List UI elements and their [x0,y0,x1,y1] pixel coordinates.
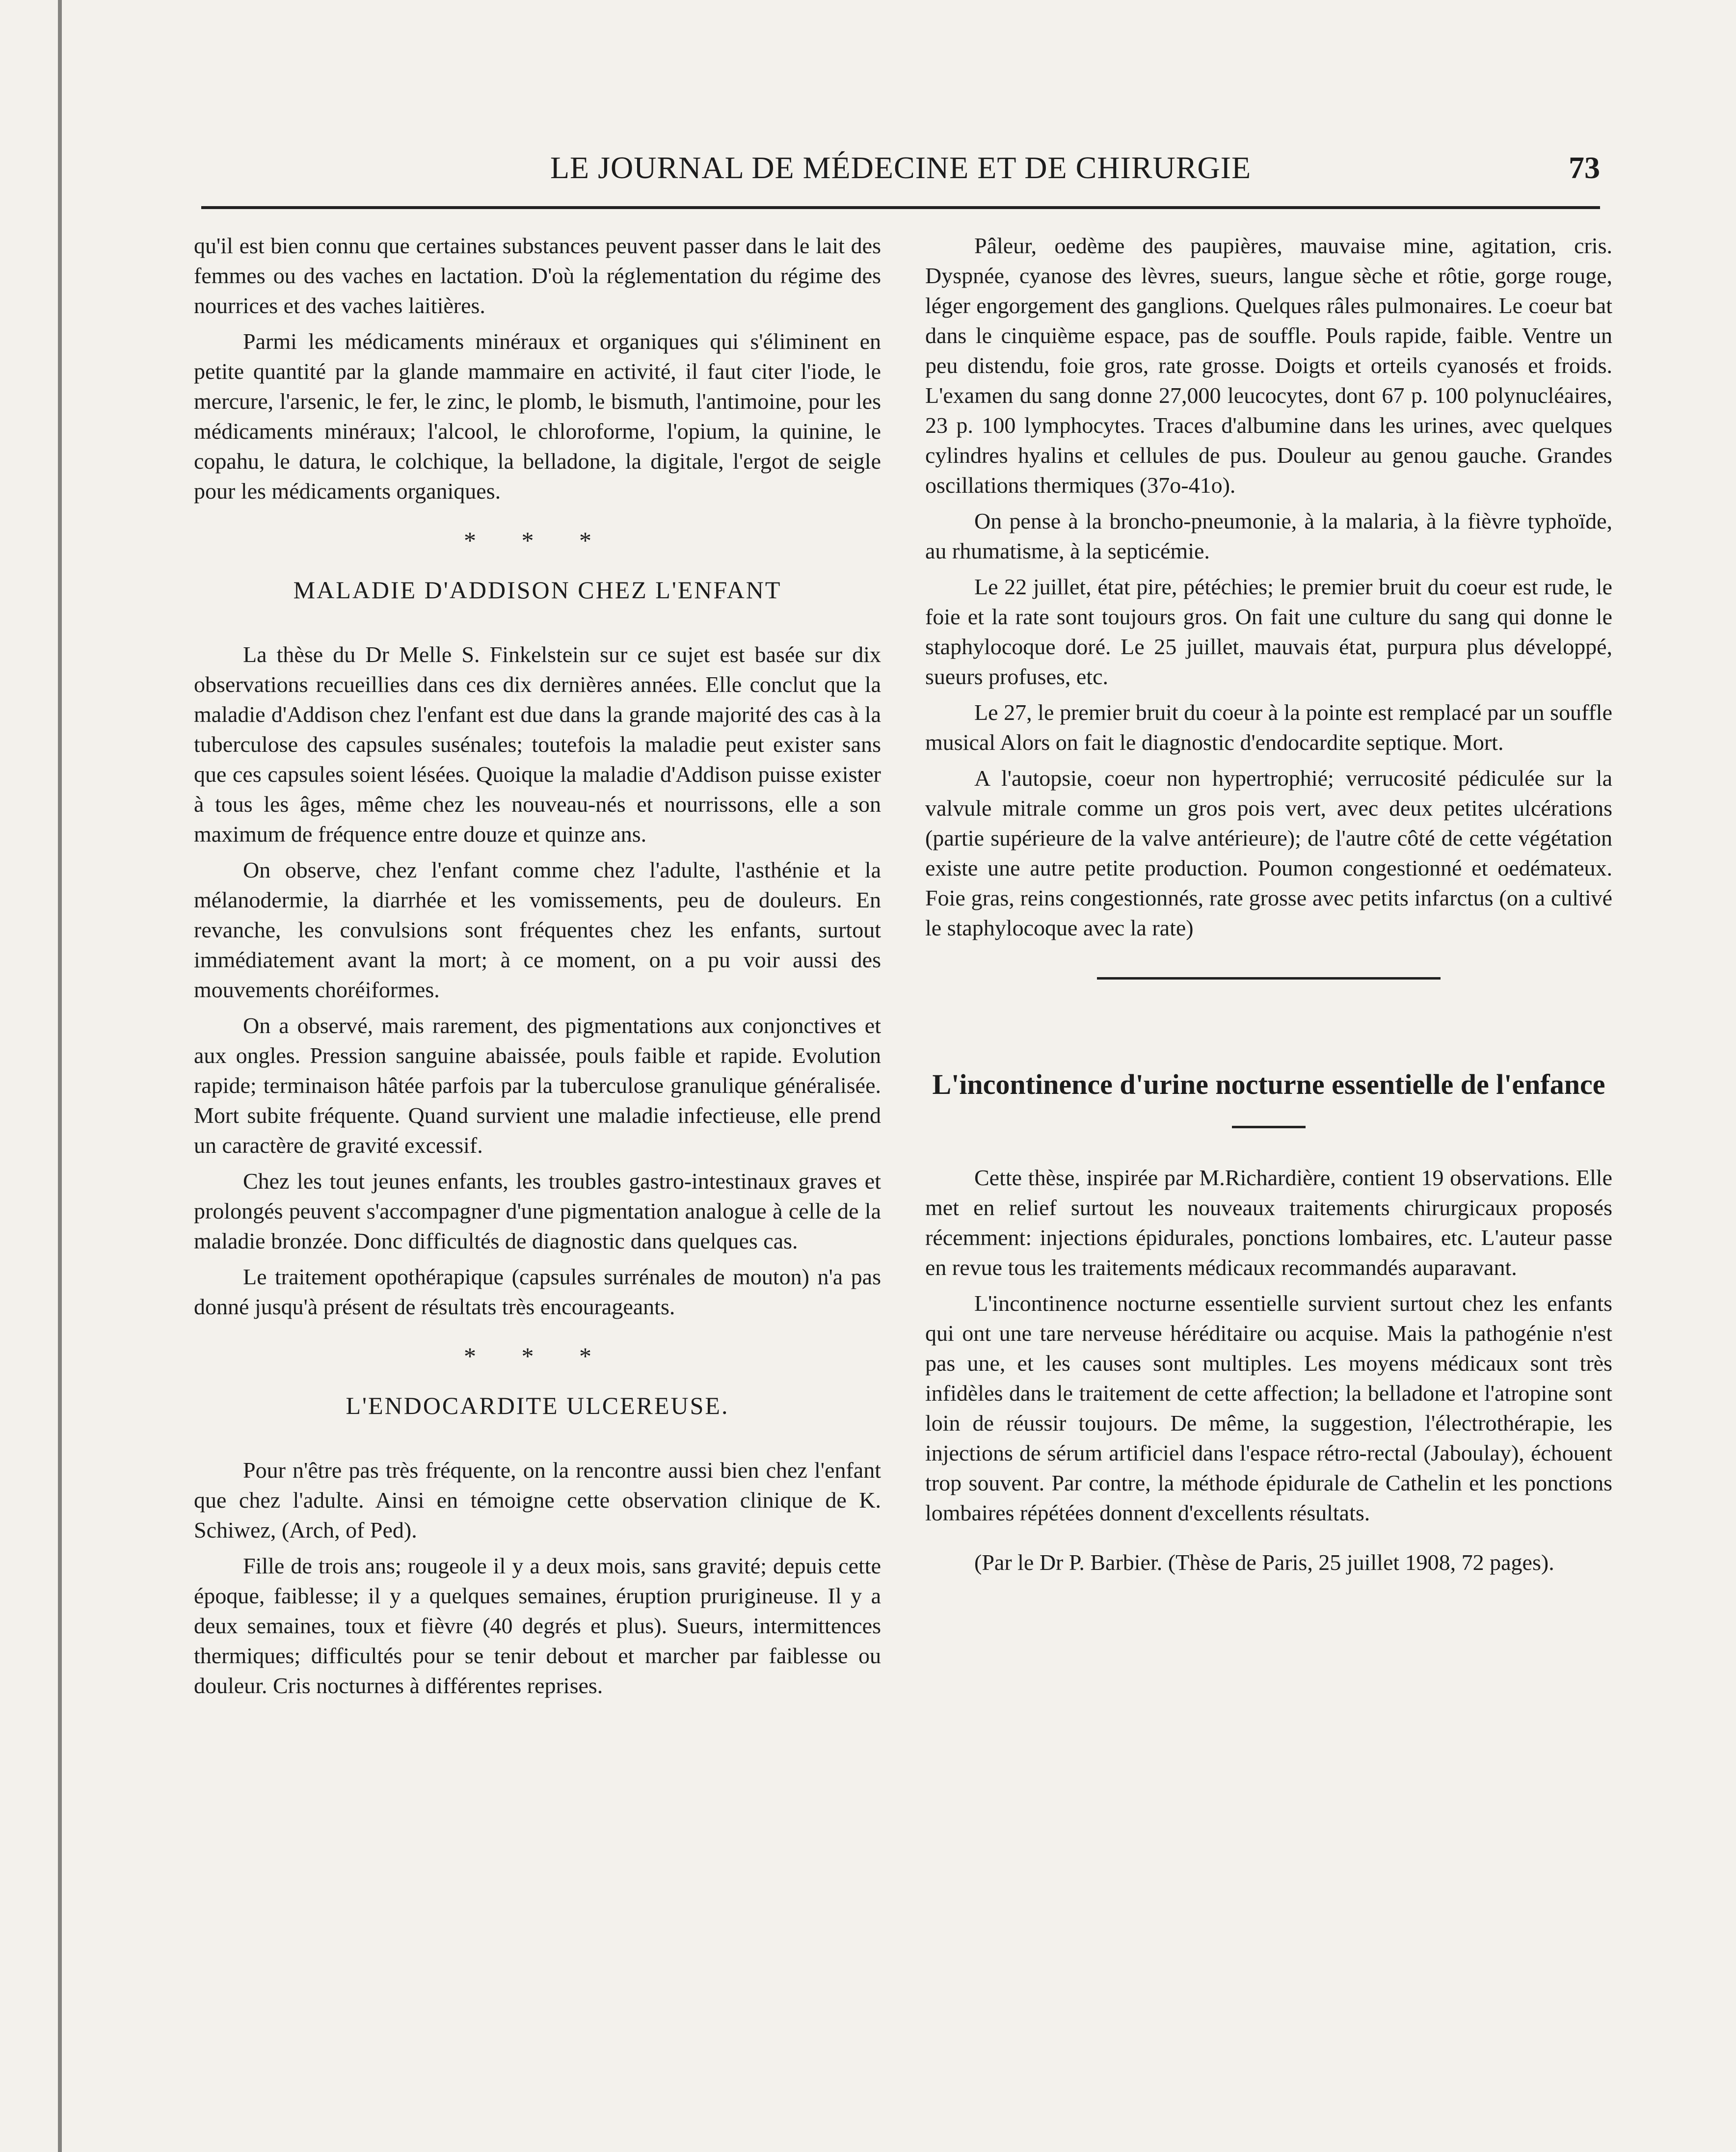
header-rule [201,206,1600,209]
article-title: L'incontinence d'urine nocturne essentielle de l'enfance [932,1068,1605,1100]
page-edge [58,0,62,2152]
section-separator: * * * [464,527,611,554]
ornament-rule [1097,977,1441,980]
paragraph: Pour n'être pas très fréquente, on la rencontre aussi bien chez l'enfant que chez l'adulte. Ainsi en témoigne cette observation clinique de K. Schiwez, (Arch, of Ped). [194,1458,881,1542]
paragraph: Le 27, le premier bruit du coeur à la pointe est remplacé par un souffle musical Alors on fait le diagnostic d'endocardite septique. Mort. [925,700,1612,755]
paragraph: On pense à la broncho-pneumonie, à la malaria, à la fièvre typhoïde, au rhumatisme, à la septicémie. [925,508,1612,563]
paragraph: Cette thèse, inspirée par M.Richardière, contient 19 observations. Elle met en relief surtout les nouveaux traitements chirurgicaux proposés récemment: injections épidurales, ponctions lombaires, etc. L'auteur passe en revue tous les traitements médicaux recommandés auparavant. [925,1165,1612,1280]
paragraph: Fille de trois ans; rougeole il y a deux mois, sans gravité; depuis cette époque, faiblesse; il y a quelques semaines, éruption prurigineuse. Il y a deux semaines, toux et fièvre (40 degrés et plus). Sueurs, intermittences thermiques; difficultés pour se tenir debout et marcher par faiblesse ou douleur. Cris nocturnes à différentes reprises. [194,1553,881,1698]
paragraph: Pâleur, oedème des paupières, mauvaise mine, agitation, cris. Dyspnée, cyanose des lèvres, sueurs, langue sèche et rôtie, gorge rouge, léger engorgement des ganglions. Quelques râles pulmonaires. Le coeur bat dans le cinquième espace, pas de souffle. Pouls rapide, faible. Ventre un peu distendu, foie gros, rate grosse. Doigts et orteils cyanosés et froids. L'examen du sang donne 27,000 leucocytes, dont 67 p. 100 polynucléaires, 23 p. 100 lymphocytes. Traces d'albumine dans les urines, avec quelques cylindres hyalins et cellules de pus. Douleur au genou gauche. Grandes oscillations thermiques (37o-41o). [925,233,1612,498]
paragraph: Le 22 juillet, état pire, pétéchies; le premier bruit du coeur est rude, le foie et la rate sont toujours gros. On fait une culture du sang qui donne le staphylocoque doré. Le 25 juillet, mauvais état, purpura plus développé, sueurs profuses, etc. [925,574,1612,689]
section-separator: * * * [464,1342,611,1370]
paragraph: Parmi les médicaments minéraux et organiques qui s'éliminent en petite quantité par la glande mammaire en activité, il faut citer l'iode, le mercure, l'arsenic, le fer, le zinc, le plomb, le bismuth, l'antimoine, pour les médicaments minéraux; l'alcool, le chloroforme, l'opium, la quinine, le copahu, le datura, le colchique, la belladone, la digitale, l'ergot de seigle pour les médicaments organiques. [194,329,881,504]
paragraph: Le traitement opothérapique (capsules surrénales de mouton) n'a pas donné jusqu'à présent de résultats très encourageants. [194,1264,881,1319]
right-column [925,231,1612,1583]
page-header [201,140,1600,204]
paragraph: On observe, chez l'enfant comme chez l'adulte, l'asthénie et la mélanodermie, la diarrhée et les vomissements, peu de douleurs. En revanche, les convulsions sont fréquentes chez les enfants, surtout immédiatement avant la mort; à ce moment, on a pu voir aussi des mouvements choréiformes. [194,857,881,1002]
title-rule [1232,1126,1306,1128]
paragraph: L'incontinence nocturne essentielle survient surtout chez les enfants qui ont une tare nerveuse héréditaire ou acquise. Mais la pathogénie n'est pas une, et les causes sont multiples. Les moyens médicaux sont très infidèles dans le traitement de cette affection; la belladone et l'atropine sont loin de réussir toujours. De même, la suggestion, l'électrothérapie, les injections de sérum artificiel dans l'espace rétro-rectal (Jaboulay), échouent trop souvent. Par contre, la méthode épidurale de Cathelin et les ponctions lombaires répétées donnent d'excellents résultats. [925,1291,1612,1525]
citation: (Par le Dr P. Barbier. (Thèse de Paris, 25 juillet 1908, 72 pages). [974,1550,1554,1575]
left-column [194,231,881,1706]
paragraph: A l'autopsie, coeur non hypertrophié; verrucosité pédiculée sur la valvule mitrale comme un gros pois vert, avec deux petites ulcérations (partie supérieure de la valve antérieure); de l'autre côté de cette végétation existe une autre petite production. Poumon congestionné et oedémateux. Foie gras, reins congestionnés, rate grosse avec petits infarctus (on a cultivé le staphylocoque avec la rate) [925,766,1612,940]
paragraph: La thèse du Dr Melle S. Finkelstein sur ce sujet est basée sur dix observations recueillies dans ces dix dernières années. Elle conclut que la maladie d'Addison chez l'enfant est due dans la grande majorité des cas à la tuberculose des capsules susénales; toutefois la maladie peut exister sans que ces capsules soient lésées. Quoique la maladie d'Addison puisse exister à tous les âges, même chez les nouveau-nés et nourrissons, elle a son maximum de fréquence entre douze et quinze ans. [194,642,881,847]
paragraph: On a observé, mais rarement, des pigmentations aux conjonctives et aux ongles. Pression sanguine abaissée, pouls faible et rapide. Evolution rapide; terminaison hâtée parfois par la tuberculose granulique généralisée. Mort subite fréquente. Quand survient une maladie infectieuse, elle prend un caractère de gravité excessif. [194,1013,881,1158]
page-number: 73 [1569,150,1600,185]
section-title-addison: MALADIE D'ADDISON CHEZ L'ENFANT [293,576,782,604]
paragraph: qu'il est bien connu que certaines substances peuvent passer dans le lait des femmes ou des vaches en lactation. D'où la réglementation du régime des nourrices et des vaches laitières. [194,233,881,318]
section-title-endocardite: L'ENDOCARDITE ULCEREUSE. [346,1392,729,1419]
running-title: LE JOURNAL DE MÉDECINE ET DE CHIRURGIE [550,150,1252,185]
paragraph: Chez les tout jeunes enfants, les troubles gastro-intestinaux graves et prolongés peuvent s'accompagner d'une pigmentation analogue à celle de la maladie bronzée. Donc difficultés de diagnostic dans quelques cas. [194,1169,881,1253]
